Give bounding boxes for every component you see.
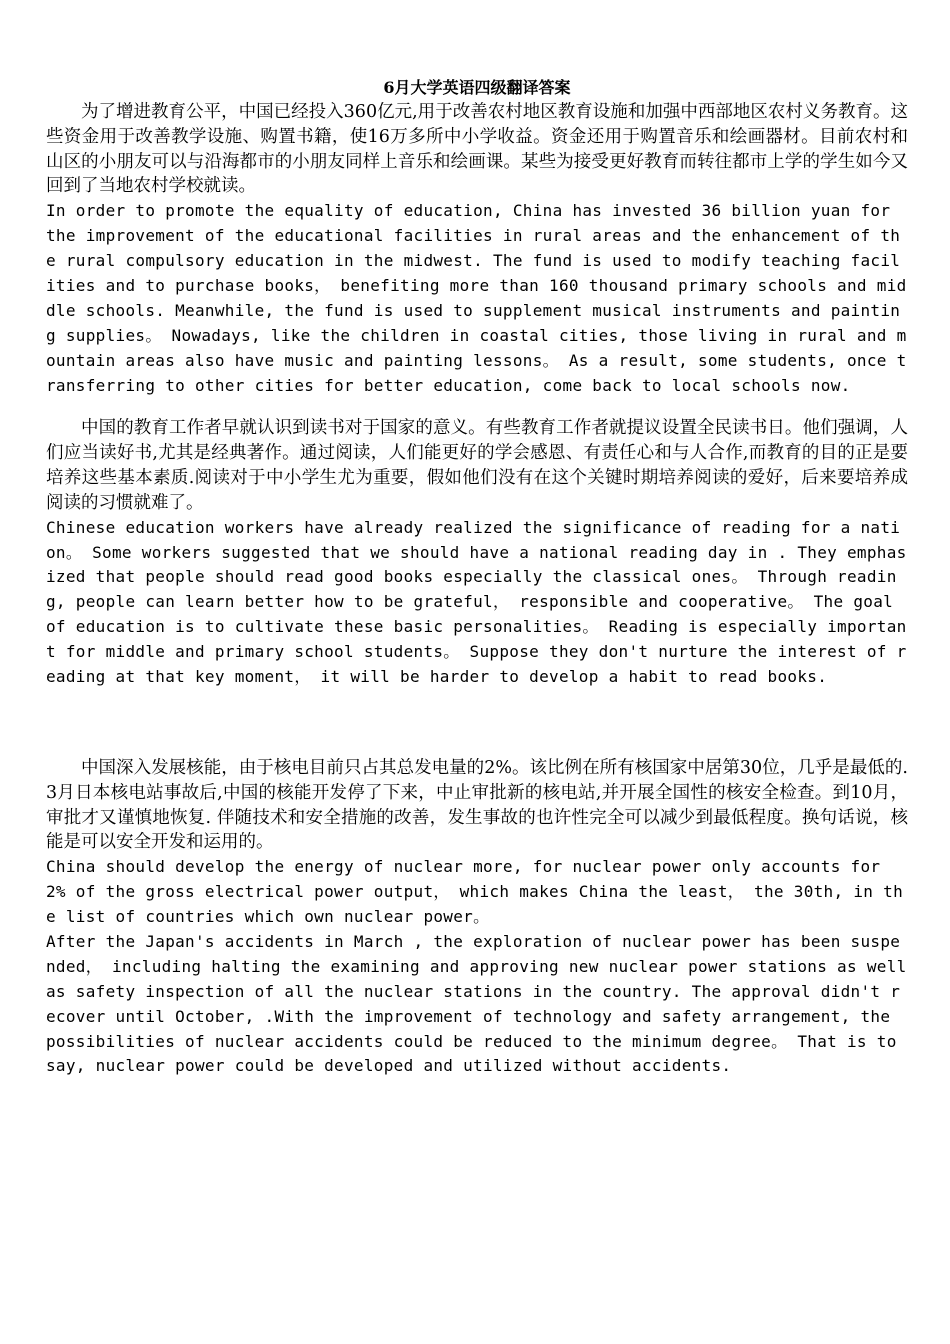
paragraph-3-english-part-1: China should develop the energy of nuclear more, for nuclear power only accounts for 2% of the gross electrical power output， which makes China the least， the 30th, in the list of countries which own nuclear power。 (46, 857, 904, 926)
paragraph-2-english: Chinese education workers have already realized the significance of reading for a nation。 Some workers suggested that we should have a national reading day in . They emphasized that people should read good books especially the classical ones。 Through reading, people can learn better how to be grateful， responsible and cooperative。 The goal of education is to cultivate these basic personalities。 Reading is especially important for middle and primary school students。 Suppose they don't nurture the interest of reading at that key moment， it will be harder to develop a habit to read books. (46, 517, 907, 687)
paragraph-2-chinese: 中国的教育工作者早就认识到读书对于国家的意义。有些教育工作者就提议设置全民读书日。他们强调，人们应当读好书,尤其是经典著作。通过阅读，人们能更好的学会感恩、有责任心和与人合作,而教育的目的正是要培养这些基本素质.阅读对于中小学生尤为重要，假如他们没有在这个关键时期培养阅读的爱好，后来要培养成阅读的习惯就难了。 (46, 418, 908, 513)
paragraph-3-chinese: 中国深入发展核能，由于核电目前只占其总发电量的2%。该比例在所有核国家中居第30位，几乎是最低的.3月日本核电站事故后,中国的核能开发停了下来，中止审批新的核电站,并开展全国性的核安全检查。到10月，审批才又谨慎地恢复. 伴随技术和安全措施的改善，发生事故的也许性完全可以减少到最低程度。换句话说，核能是可以安全开发和运用的。 (46, 757, 908, 853)
document-title: 6月大学英语四级翻译答案 (383, 78, 571, 97)
document-page (46, 76, 908, 1079)
paragraph-3-english-part-2: After the Japan's accidents in March , the exploration of nuclear power has been suspended， including halting the examining and approving new nuclear power stations as well as safety inspection of all the nuclear stations in the country. The approval didn't recover until October, .With the improvement of technology and safety arrangement, the possibilities of nuclear accidents could be reduced to the minimum degree。 That is to say, nuclear power could be developed and utilized without accidents. (46, 931, 907, 1076)
paragraph-1-chinese: 为了增进教育公平，中国已经投入360亿元,用于改善农村地区教育设施和加强中西部地区农村义务教育。这些资金用于改善教学设施、购置书籍，使16万多所中小学收益。资金还用于购置音乐和绘画器材。目前农村和山区的小朋友可以与沿海都市的小朋友同样上音乐和绘画课。某些为接受更好教育而转往都市上学的学生如今又回到了当地农村学校就读。 (46, 102, 908, 197)
paragraph-1-english: In order to promote the equality of education, China has invested 36 billion yuan for the improvement of the educational facilities in rural areas and the enhancement of the rural compulsory education in the midwest. The fund is used to modify teaching facilities and to purchase books， benefiting more than 160 thousand primary schools and middle schools. Meanwhile, the fund is used to supplement musical instruments and painting supplies。 Nowadays, like the children in coastal cities, those living in rural and mountain areas also have music and painting lessons。 As a result, some students, once transferring to other cities for better education, come back to local schools now. (46, 201, 907, 395)
spacer (46, 398, 908, 416)
spacer (46, 690, 908, 756)
